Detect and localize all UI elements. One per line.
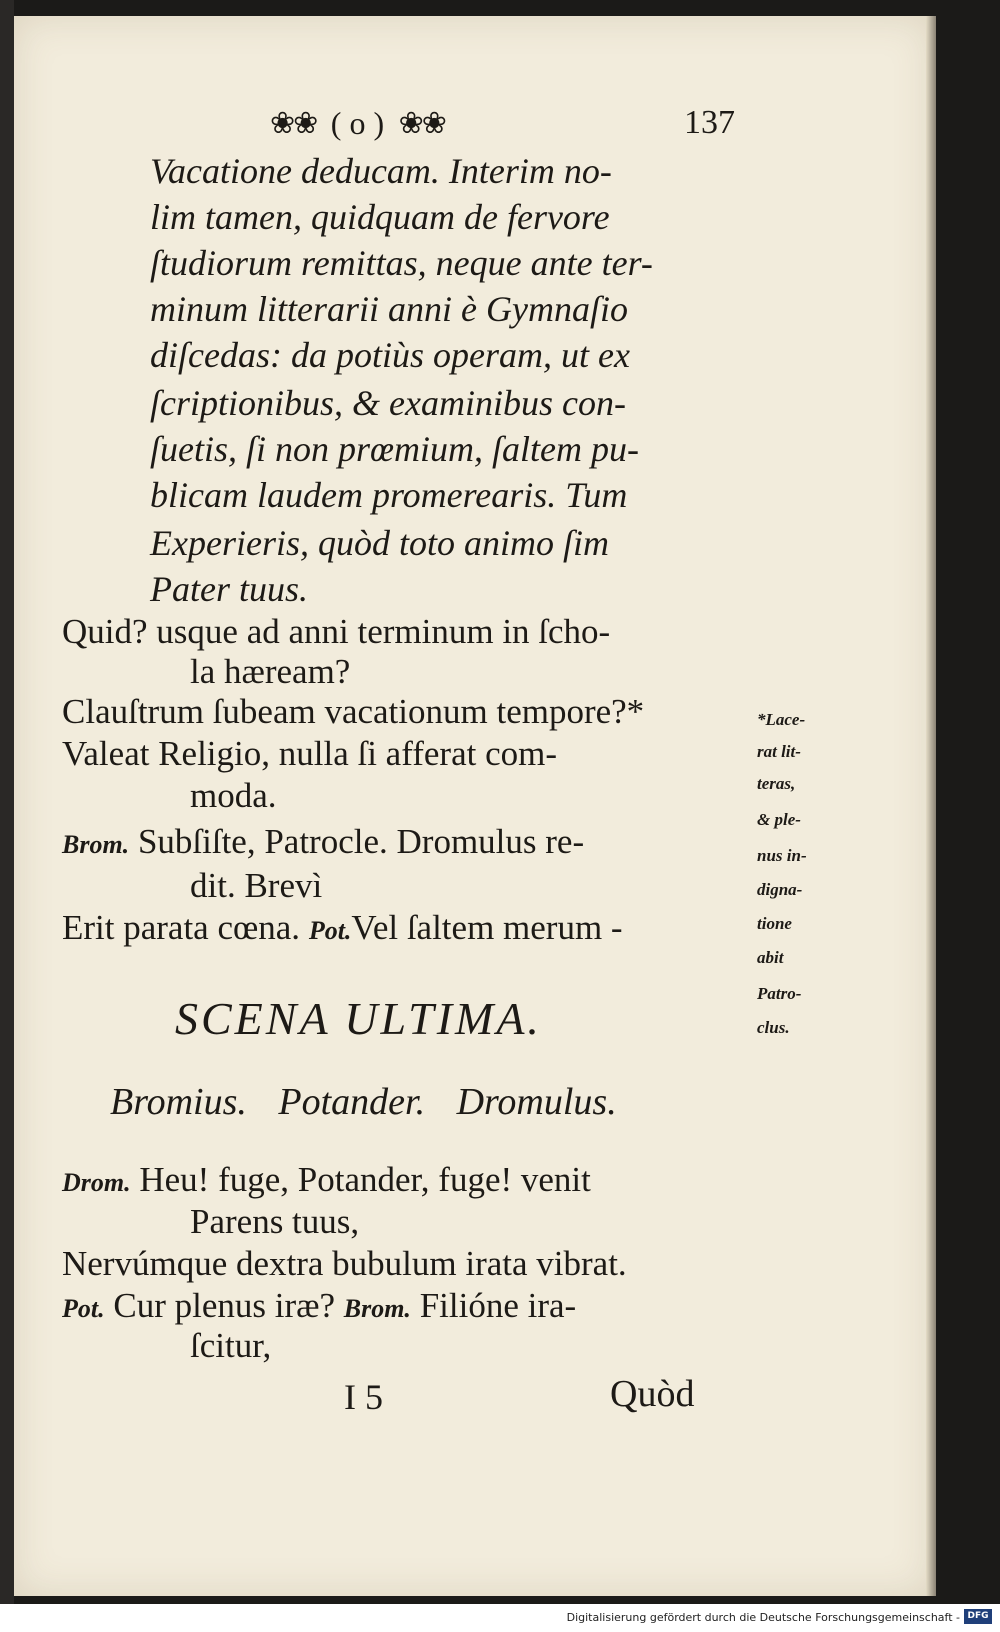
text-line: blicam laudem promerearis. Tum bbox=[150, 475, 628, 515]
speaker-label: Pot. bbox=[308, 916, 352, 945]
verse-text: Subſiſte, Patrocle. Dromulus re- bbox=[137, 822, 585, 861]
ornament-right-icon: ❀❀ bbox=[398, 106, 445, 140]
margin-note-line: tione bbox=[757, 914, 792, 933]
margin-note-line: digna- bbox=[757, 880, 803, 899]
dramatis-personae: Bromius. Potander. Dromulus. bbox=[110, 1081, 617, 1123]
dialogue-text: Heu! fuge, Potander, fuge! venit bbox=[139, 1160, 591, 1199]
verse-line: moda. bbox=[190, 776, 277, 815]
funding-credit: Digitalisierung gefördert durch die Deutsche Forschungsgemeinschaft - bbox=[566, 1611, 960, 1624]
verse-line: Quid? usque ad anni terminum in ſcho- bbox=[62, 612, 611, 651]
speaker-label: Pot. bbox=[62, 1294, 105, 1323]
dialogue-line: ſcitur, bbox=[190, 1326, 272, 1365]
dialogue-text: Cur plenus iræ? bbox=[113, 1286, 335, 1325]
scan-border bbox=[0, 0, 14, 1632]
text-line: minum litterarii anni è Gymnaſio bbox=[150, 289, 628, 329]
dialogue-line bbox=[62, 1286, 576, 1326]
scene-title: SCENA ULTIMA. bbox=[175, 993, 542, 1044]
verse-line: la hæream? bbox=[190, 652, 351, 691]
speaker-label: Brom. bbox=[343, 1294, 411, 1323]
speaker-label: Drom. bbox=[62, 1168, 131, 1197]
dialogue-line bbox=[62, 1160, 591, 1200]
verse-text: Erit parata cœna. bbox=[62, 908, 309, 947]
speaker-label: Brom. bbox=[62, 830, 130, 859]
verse-line: dit. Brevì bbox=[190, 866, 323, 905]
text-line: ſtudiorum remittas, neque ante ter- bbox=[150, 243, 653, 283]
margin-note-line: Patro- bbox=[757, 984, 802, 1003]
margin-note-line: clus. bbox=[757, 1018, 790, 1037]
page-mark: ( o ) bbox=[330, 104, 385, 141]
ornament-left-icon: ❀❀ bbox=[270, 106, 317, 140]
text-line: diſcedas: da potiùs operam, ut ex bbox=[150, 335, 630, 375]
dialogue-line: Nervúmque dextra bubulum irata vibrat. bbox=[62, 1244, 627, 1283]
verse-text: Vel ſaltem merum - bbox=[351, 908, 623, 947]
text-line: Vacatione deducam. Interim no- bbox=[150, 151, 612, 191]
catchword: Quòd bbox=[610, 1373, 695, 1415]
margin-note-line: abit bbox=[757, 948, 784, 967]
running-head bbox=[270, 102, 445, 142]
margin-note-line: *Lace- bbox=[757, 710, 806, 729]
text-line: Pater tuus. bbox=[150, 569, 308, 609]
page-number: 137 bbox=[684, 104, 735, 141]
margin-note-line: rat lit- bbox=[757, 742, 801, 761]
text-line: Experieris, quòd toto animo ſim bbox=[150, 523, 609, 563]
dfg-logo-icon: DFG bbox=[964, 1609, 992, 1624]
margin-note-line: & ple- bbox=[757, 810, 801, 829]
dialogue-line: Parens tuus, bbox=[190, 1202, 360, 1241]
margin-note-line: nus in- bbox=[757, 846, 807, 865]
verse-line: Valeat Religio, nulla ſi afferat com- bbox=[62, 734, 558, 773]
dialogue-text: Filióne ira- bbox=[419, 1286, 577, 1325]
text-line: ſcriptionibus, & examinibus con- bbox=[150, 383, 626, 423]
verse-line: Clauſtrum ſubeam vacationum tempore?* bbox=[62, 692, 645, 731]
text-line: lim tamen, quidquam de fervore bbox=[150, 197, 610, 237]
verse-line bbox=[62, 822, 584, 862]
verse-line bbox=[62, 908, 623, 948]
text-line: ſuetis, ſi non prœmium, ſaltem pu- bbox=[150, 429, 639, 469]
signature-mark: I 5 bbox=[344, 1377, 383, 1417]
margin-note-line: teras, bbox=[757, 774, 796, 793]
